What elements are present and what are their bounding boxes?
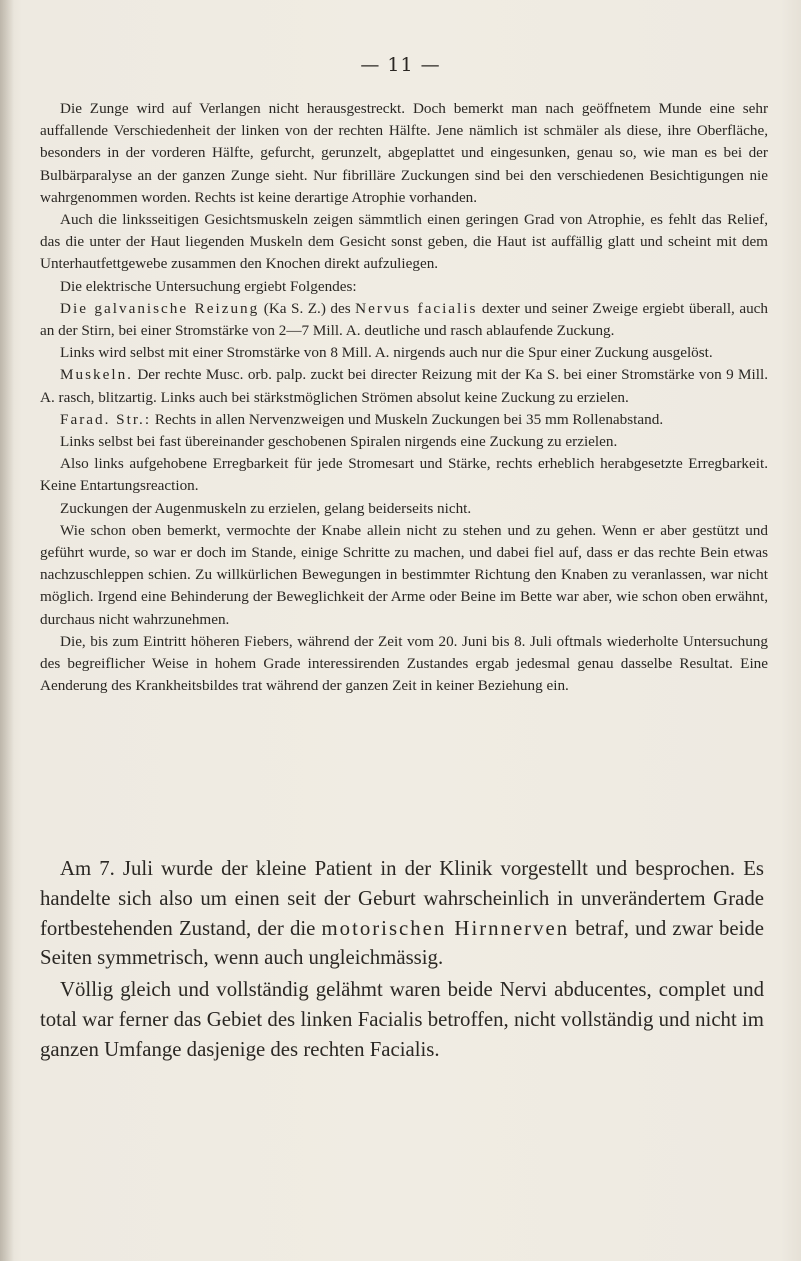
paragraph-abducentes: Völlig gleich und vollständig gelähmt waren beide Nervi abducentes, complet und total war ferner das Gebiet des linken Facialis betroffen, nicht vollständig und nicht im ganzen Umfange dasjenige des rechten Facialis. [40,978,764,1061]
large-print-section [40,854,764,1065]
paragraph-left-8ma: Links wird selbst mit einer Stromstärke von 8 Mill. A. nirgends auch nur die Spur einer Zuckung ausgelöst. [60,344,713,362]
galvanic-nerve: Nervus facialis [355,299,478,317]
paragraph-tongue: Die Zunge wird auf Verlangen nicht herausgestreckt. Doch bemerkt man nach geöffnetem Munde eine sehr auffallende Verschiedenheit der linken von der rechten Hälfte. Jene nämlich ist schmäler als diese, ihre Oberfläche, besonders in der vorderen Hälfte, gefurcht, gerunzelt, abgeplattet und eingesunken, genau so, wie man es bei der Bulbärparalyse an der ganzen Zunge sieht. Nur fibrilläre Zuckungen sind bei den verschiedenen Besichtigungen nie wahrgenommen worden. Rechts ist keine derartige Atrophie vorhanden. [40,100,768,206]
farad-rest: Rechts in allen Nervenzweigen und Muskeln Zuckungen bei 35 mm Rollenabstand. [151,410,664,428]
paragraph-examination: Die, bis zum Eintritt höheren Fiebers, während der Zeit vom 20. Juni bis 8. Juli oftmals wiederholte Untersuchung des begreiflicher Weise in hohem Grade interessirenden Zustandes ergab jedesmal genau dasselbe Resultat. Eine Aenderung des Krankheitsbildes trat während der ganzen Zeit in keiner Beziehung ein. [40,632,768,695]
paragraph-walking: Wie schon oben bemerkt, vermochte der Knabe allein nicht zu stehen und zu gehen. Wenn er aber gestützt und geführt wurde, so war er doch im Stande, einige Schritte zu machen, und dabei fiel auf, dass er das rechte Bein etwas nachzuschleppen schien. Zu willkürlichen Bewegungen in bestimmter Richtung den Knaben zu veranlassen, war nicht möglich. Irgend eine Behinderung der Beweglichkeit der Arme oder Beine im Bette war aber, wie schon oben erwähnt, durchaus nicht wahrzunehmen. [40,521,768,628]
paragraph-electric-intro: Die elektrische Untersuchung ergiebt Folgendes: [60,277,357,295]
paragraph-facial-atrophy: Auch die linksseitigen Gesichtsmuskeln zeigen sämmtlich einen geringen Grad von Atrophie, es fehlt das Relief, das die unter der Haut liegenden Muskeln dem Gesicht sonst geben, die Haut ist auffällig glatt und scheint mit dem Unterhautfettgewebe zusammen den Knochen direkt aufzuliegen. [40,211,768,273]
farad-lead: Farad. Str.: [60,410,152,428]
binding-shadow [0,0,14,1261]
small-print-section [40,98,768,697]
galvanic-mid: (Ka S. Z.) des [259,299,356,317]
paragraph-excitability: Also links aufgehobene Erregbarkeit für jede Stromesart und Stärke, rechts erheblich herabgesetzte Erregbarkeit. Keine Entartungsreaction. [40,455,768,495]
clinic-pre: Am 7. Juli wurde der kleine Patient in der Klinik vorgestellt und besprochen. Es handelte sich also um einen seit der Geburt wahrscheinlich in unverändertem Grade fortbestehenden Zustand, der die [40,857,764,940]
paragraph-muscles [40,364,768,408]
paragraph-clinic [40,854,764,973]
muscles-lead: Muskeln. [60,366,133,384]
paragraph-spirals: Links selbst bei fast übereinander geschobenen Spiralen nirgends eine Zuckung zu erzielen. [60,433,618,451]
clinic-spaced: motorischen Hirnnerven [321,916,570,940]
paragraph-farad [40,409,768,431]
paragraph-galvanic [40,298,768,342]
clinic-post: betraf, und zwar beide Seiten symmetrisch, wenn auch ungleichmässig. [40,916,764,970]
paragraph-eye-muscles: Zuckungen der Augenmuskeln zu erzielen, gelang beiderseits nicht. [60,499,472,517]
galvanic-lead: Die galvanische Reizung [60,299,260,317]
galvanic-rest: dexter und seiner Zweige ergiebt überall, auch an der Stirn, bei einer Stromstärke von 2—7 Mill. A. deutliche und rasch ablaufende Zuckung. [40,299,769,340]
page-number: — 11 — [360,54,441,76]
muscles-rest: Der rechte Musc. orb. palp. zuckt bei directer Reizung mit der Ka S. bei einer Stromstärke von 9 Mill. A. rasch, blitzartig. Links auch bei stärkstmöglichen Strömen absolut keine Zuckung zu erzielen. [40,366,768,406]
